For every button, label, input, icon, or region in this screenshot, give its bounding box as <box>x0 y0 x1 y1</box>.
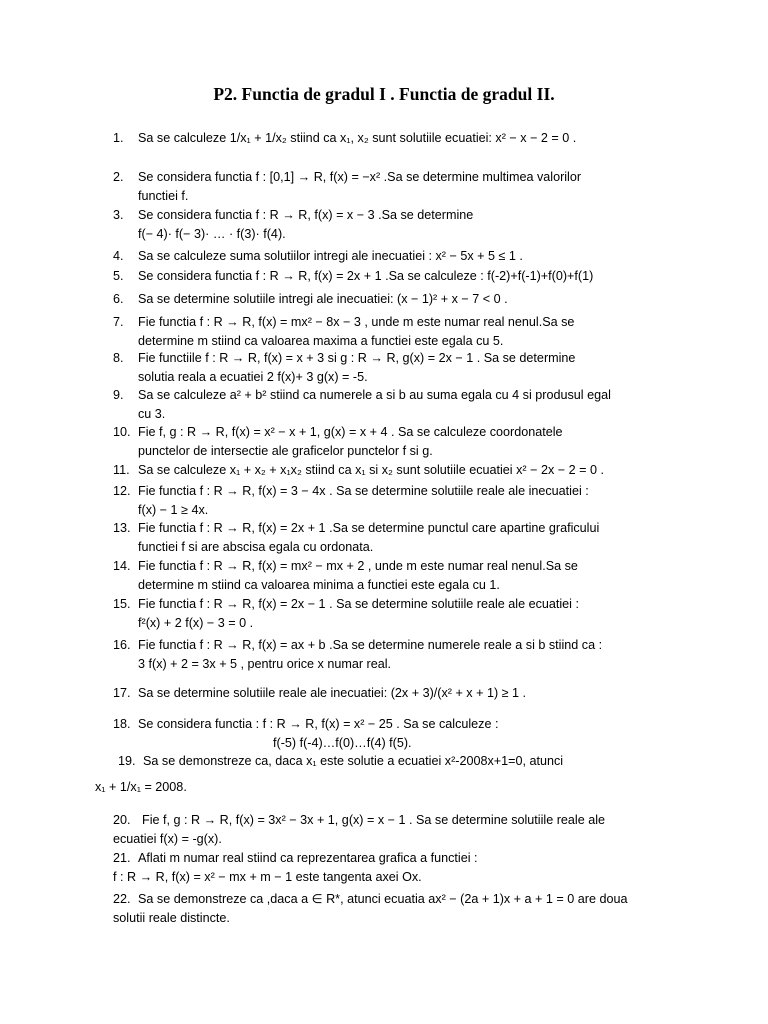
problem-text: determine m stiind ca valoarea maxima a functiei este egala cu 5. <box>138 334 504 348</box>
problem-text: Sa se calculeze suma solutiilor intregi ale inecuatiei : x² − 5x + 5 ≤ 1 . <box>138 249 523 263</box>
problem-text: Se considera functia f : [0,1] → R, f(x) = −x² .Sa se determine multimea valorilor <box>138 170 582 184</box>
problem-text: Fie f, g : R → R, f(x) = x² − x + 1, g(x) = x + 4 . Sa se calculeze coordonatele <box>138 425 563 439</box>
problem-text: Fie functia f : R → R, f(x) = mx² − 8x − 3 , unde m este numar real nenul.Sa se <box>138 315 575 329</box>
problem-text: Se considera functia : f : R → R, f(x) = x² − 25 . Sa se calculeze : <box>138 717 499 731</box>
problem-number: 12. <box>113 484 131 498</box>
problem-number: 9. <box>113 388 124 402</box>
problem-text: Fie functia f : R → R, f(x) = 2x + 1 .Sa se determine punctul care apartine graficului <box>138 521 600 535</box>
problem-number: 22. <box>113 892 131 906</box>
problem-number: 2. <box>113 170 124 184</box>
problem-text: f(− 4)· f(− 3)· … · f(3)· f(4). <box>138 227 286 241</box>
problem-text: punctelor de intersectie ale graficelor punctelor f si g. <box>138 444 433 458</box>
problem-text: Fie functia f : R → R, f(x) = mx² − mx + 2 , unde m este numar real nenul.Sa se <box>138 559 578 573</box>
problem-19-continued <box>95 778 655 797</box>
problem-text: Fie functia f : R → R, f(x) = 2x − 1 . Sa se determine solutiile reale ale ecuatiei : <box>138 597 579 611</box>
problem-number: 7. <box>113 315 124 329</box>
problem-text: Sa se calculeze a² + b² stiind ca numerele a si b au suma egala cu 4 si produsul egal <box>138 388 611 402</box>
problem-text: x₁ + 1/x₁ = 2008. <box>95 780 187 794</box>
problem-text: Fie functiile f : R → R, f(x) = x + 3 si g : R → R, g(x) = 2x − 1 . Sa se determine <box>138 351 576 365</box>
problem-number: 19. <box>118 754 136 768</box>
problem-text: Fie functia f : R → R, f(x) = ax + b .Sa se determine numerele reale a si b stiind ca : <box>138 638 603 652</box>
document-title: P2. Functia de gradul I . Functia de gradul II. <box>213 84 555 104</box>
problem-text: Sa se calculeze 1/x₁ + 1/x₂ stiind ca x₁, x₂ sunt solutiile ecuatiei: x² − x − 2 = 0 . <box>138 131 577 145</box>
problem-number: 5. <box>113 269 124 283</box>
problem-number: 13. <box>113 521 131 535</box>
problem-number: 20. <box>113 813 131 827</box>
problem-text: Se considera functia f : R → R, f(x) = x − 3 .Sa se determine <box>138 208 474 222</box>
problem-text: Aflati m numar real stiind ca reprezentarea grafica a functiei : <box>138 851 478 865</box>
problem-text: ecuatiei f(x) = -g(x). <box>113 832 222 846</box>
problem-text: determine m stiind ca valoarea minima a functiei este egala cu 1. <box>138 578 500 592</box>
problem-text: Sa se demonstreze ca, daca x₁ este solutie a ecuatiei x²-2008x+1=0, atunci <box>143 754 564 768</box>
problem-number: 4. <box>113 249 124 263</box>
problem-text: solutii reale distincte. <box>113 911 230 925</box>
problem-text: Sa se determine solutiile reale ale inecuatiei: (2x + 3)/(x² + x + 1) ≥ 1 . <box>138 686 527 700</box>
problem-number: 15. <box>113 597 131 611</box>
problem-text: Fie f, g : R → R, f(x) = 3x² − 3x + 1, g(x) = x − 1 . Sa se determine solutiile reale ale <box>142 813 606 827</box>
problem-text: solutia reala a ecuatiei 2 f(x)+ 3 g(x) = -5. <box>138 370 368 384</box>
problem-number: 8. <box>113 351 124 365</box>
problem-text: Se considera functia f : R → R, f(x) = 2x + 1 .Sa se calculeze : f(-2)+f(-1)+f(0)+f(1) <box>138 269 594 283</box>
problem-number: 6. <box>113 292 124 306</box>
problem-number: 17. <box>113 686 131 700</box>
problem-text: cu 3. <box>138 407 166 421</box>
problem-text: f(x) − 1 ≥ 4x. <box>138 503 209 517</box>
problem-text: f(-5) f(-4)…f(0)…f(4) f(5). <box>273 736 412 750</box>
problem-number: 21. <box>113 851 131 865</box>
problem-text: f : R → R, f(x) = x² − mx + m − 1 este tangenta axei Ox. <box>113 870 422 884</box>
problem-number: 14. <box>113 559 131 573</box>
problem-number: 1. <box>113 131 124 145</box>
problem-text: Sa se determine solutiile intregi ale inecuatiei: (x − 1)² + x − 7 < 0 . <box>138 292 508 306</box>
problem-number: 16. <box>113 638 131 652</box>
problem-text: 3 f(x) + 2 = 3x + 5 , pentru orice x numar real. <box>138 657 392 671</box>
problem-text: Sa se demonstreze ca ,daca a ∈ R*, atunci ecuatia ax² − (2a + 1)x + a + 1 = 0 are doua <box>138 892 628 906</box>
problem-text: functiei f si are abscisa egala cu ordonata. <box>138 540 374 554</box>
problem-text: Sa se calculeze x₁ + x₂ + x₁x₂ stiind ca x₁ si x₂ sunt solutiile ecuatiei x² − 2x − 2 = 0 . <box>138 463 604 477</box>
problem-text: f²(x) + 2 f(x) − 3 = 0 . <box>138 616 254 630</box>
problem-number: 10. <box>113 425 131 439</box>
problem-number: 18. <box>113 717 131 731</box>
problem-number: 3. <box>113 208 124 222</box>
problem-text: Fie functia f : R → R, f(x) = 3 − 4x . Sa se determine solutiile reale ale inecuatiei : <box>138 484 589 498</box>
problem-text: functiei f. <box>138 189 189 203</box>
problem-number: 11. <box>113 463 130 477</box>
